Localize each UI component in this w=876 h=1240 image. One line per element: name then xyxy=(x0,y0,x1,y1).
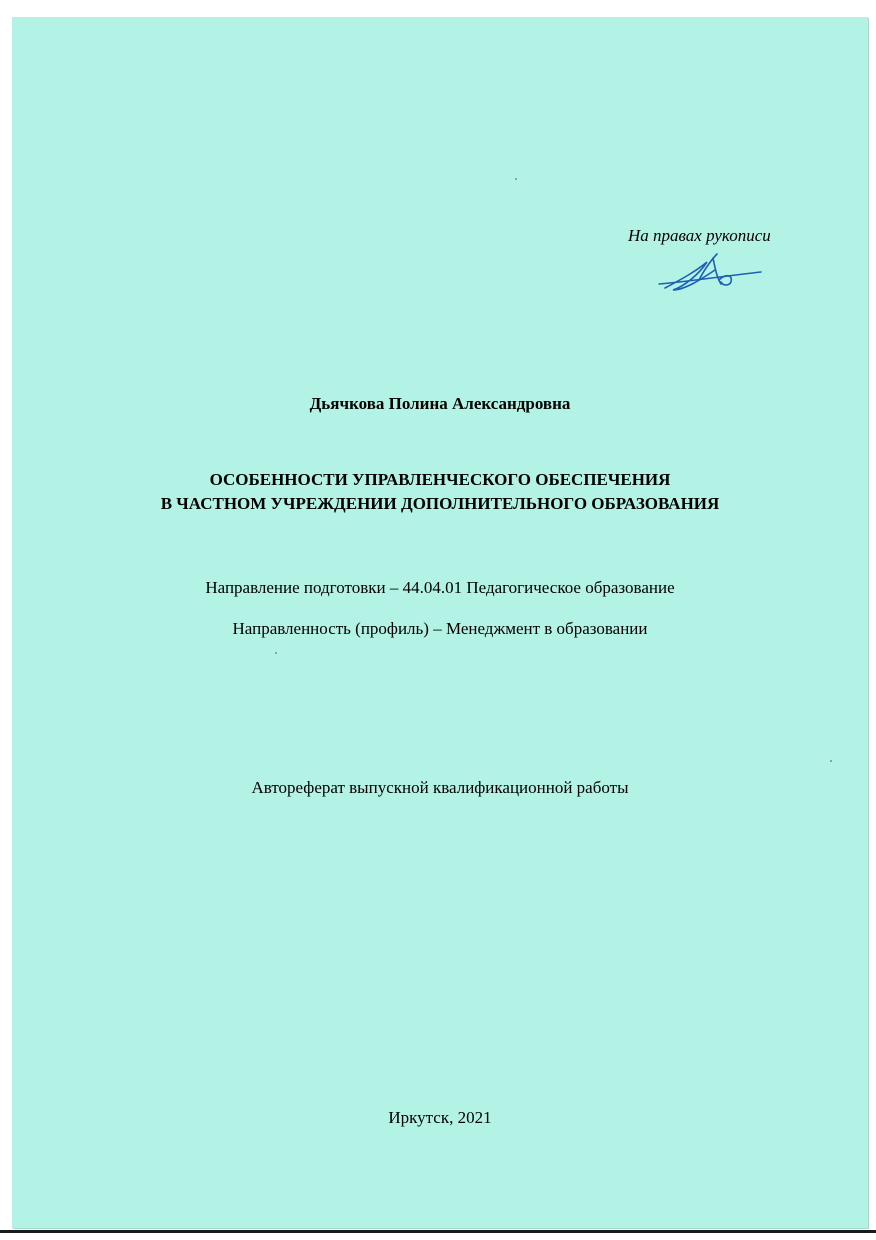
study-profile: Направленность (профиль) – Менеджмент в образовании xyxy=(232,619,648,638)
handwritten-signature xyxy=(655,250,765,296)
paper-speck xyxy=(515,178,517,180)
document-type: Автореферат выпускной квалификационной работы xyxy=(251,778,629,797)
work-title-line-2: В ЧАСТНОМ УЧРЕЖДЕНИИ ДОПОЛНИТЕЛЬНОГО ОБРАЗОВАНИЯ xyxy=(160,494,720,513)
scan-edge-shadow xyxy=(0,1230,876,1233)
author-name: Дьячкова Полина Александровна xyxy=(309,394,571,413)
paper-speck xyxy=(830,760,832,762)
manuscript-rights-note: На правах рукописи xyxy=(628,226,771,245)
paper-speck xyxy=(275,652,277,654)
city-and-year: Иркутск, 2021 xyxy=(388,1108,492,1127)
study-direction: Направление подготовки – 44.04.01 Педагогическое образование xyxy=(205,578,675,597)
work-title-line-1: ОСОБЕННОСТИ УПРАВЛЕНЧЕСКОГО ОБЕСПЕЧЕНИЯ xyxy=(209,470,671,489)
